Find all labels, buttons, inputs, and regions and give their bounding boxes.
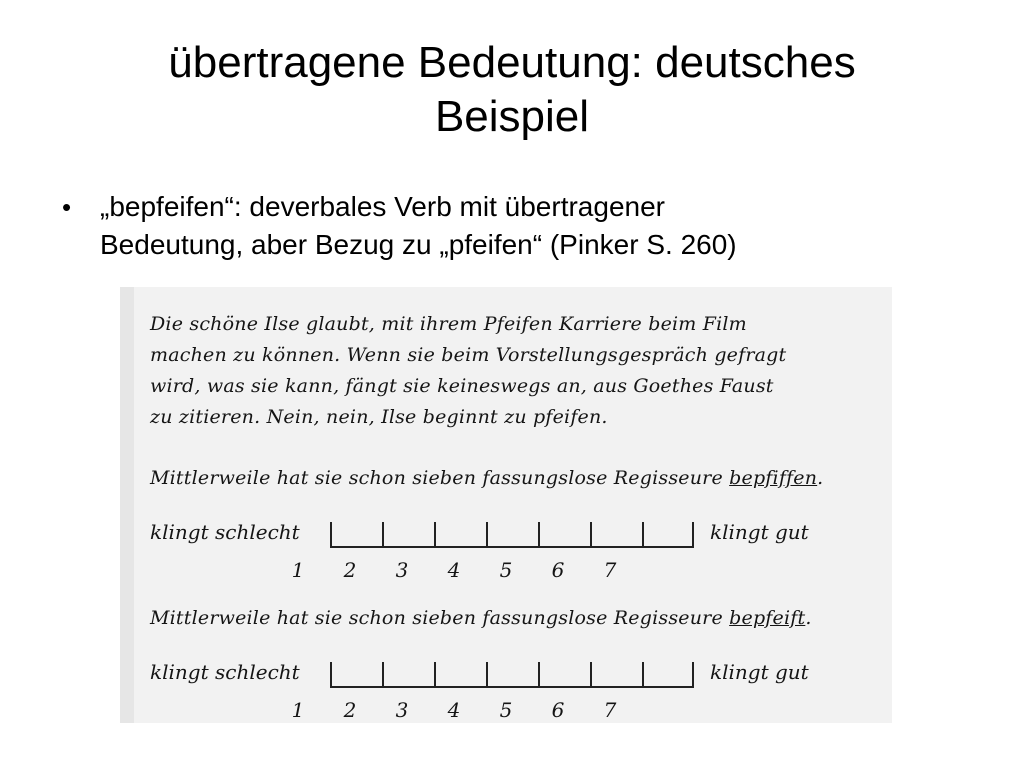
excerpt-line-2: machen zu können. Wenn sie beim Vorstellungsgespräch gefragt: [150, 344, 787, 366]
scale-number-1: 1: [291, 698, 305, 722]
scale-tick: [382, 662, 384, 686]
scale-number-3: 3: [395, 698, 409, 722]
example-sentence-1-suffix: .: [817, 467, 824, 489]
scan-edge-shadow: [120, 287, 134, 723]
scale-tick: [434, 522, 436, 546]
scale-tick: [692, 522, 694, 546]
rating-scale-1: [150, 520, 890, 590]
slide-title-line-2: Beispiel: [434, 92, 590, 141]
bullet-dot-icon: •: [62, 192, 72, 222]
scale-tick: [538, 662, 540, 686]
scale-number-1: 1: [291, 558, 305, 582]
example-sentence-2: [150, 607, 812, 629]
bullet-item: [62, 188, 962, 264]
scale-number-2: 2: [343, 558, 357, 582]
bullet-list: [62, 188, 962, 264]
scale-number-6: 6: [551, 558, 565, 582]
bullet-line-2: Bedeutung, aber Bezug zu „pfeifen“ (Pinker S. 260): [100, 229, 737, 260]
scale-tick: [434, 662, 436, 686]
scale-tick: [590, 522, 592, 546]
rating-scale-2-line: [330, 686, 694, 688]
bullet-line-1: „bepfeifen“: deverbales Verb mit übertragener: [100, 191, 665, 222]
rating-scale-1-right-label: klingt gut: [710, 520, 809, 544]
scale-tick: [538, 522, 540, 546]
scale-tick: [692, 662, 694, 686]
scale-number-4: 4: [447, 558, 461, 582]
excerpt-line-4: zu zitieren. Nein, nein, Ilse beginnt zu pfeifen.: [150, 406, 608, 428]
scale-number-5: 5: [499, 558, 513, 582]
example-sentence-1: [150, 467, 823, 489]
scale-number-4: 4: [447, 698, 461, 722]
scanned-book-excerpt: [120, 287, 892, 723]
scale-tick: [642, 662, 644, 686]
excerpt-line-3: wird, was sie kann, fängt sie keineswegs an, aus Goethes Faust: [150, 375, 774, 397]
scale-number-7: 7: [603, 698, 617, 722]
scale-tick: [486, 662, 488, 686]
scale-tick: [486, 522, 488, 546]
scale-tick: [330, 662, 332, 686]
example-sentence-1-verb: bepfiffen: [729, 467, 818, 489]
scale-tick: [590, 662, 592, 686]
excerpt-line-1: Die schöne Ilse glaubt, mit ihrem Pfeifen Karriere beim Film: [150, 313, 747, 335]
scale-tick: [382, 522, 384, 546]
rating-scale-1-left-label: klingt schlecht: [150, 520, 300, 544]
slide-title: [40, 36, 984, 144]
rating-scale-2-left-label: klingt schlecht: [150, 660, 300, 684]
example-sentence-2-suffix: .: [805, 607, 812, 629]
scale-number-7: 7: [603, 558, 617, 582]
example-sentence-2-prefix: Mittlerweile hat sie schon sieben fassungslose Regisseure: [150, 607, 730, 629]
scale-tick: [642, 522, 644, 546]
scale-number-6: 6: [551, 698, 565, 722]
scale-number-5: 5: [499, 698, 513, 722]
rating-scale-2: [150, 660, 890, 723]
scale-number-2: 2: [343, 698, 357, 722]
scale-tick: [330, 522, 332, 546]
example-sentence-1-prefix: Mittlerweile hat sie schon sieben fassungslose Regisseure: [150, 467, 730, 489]
bullet-text: [100, 188, 962, 264]
rating-scale-2-right-label: klingt gut: [710, 660, 809, 684]
scale-number-3: 3: [395, 558, 409, 582]
example-sentence-2-verb: bepfeift: [729, 607, 806, 629]
rating-scale-1-line: [330, 546, 694, 548]
slide-title-line-1: übertragene Bedeutung: deutsches: [168, 38, 856, 87]
